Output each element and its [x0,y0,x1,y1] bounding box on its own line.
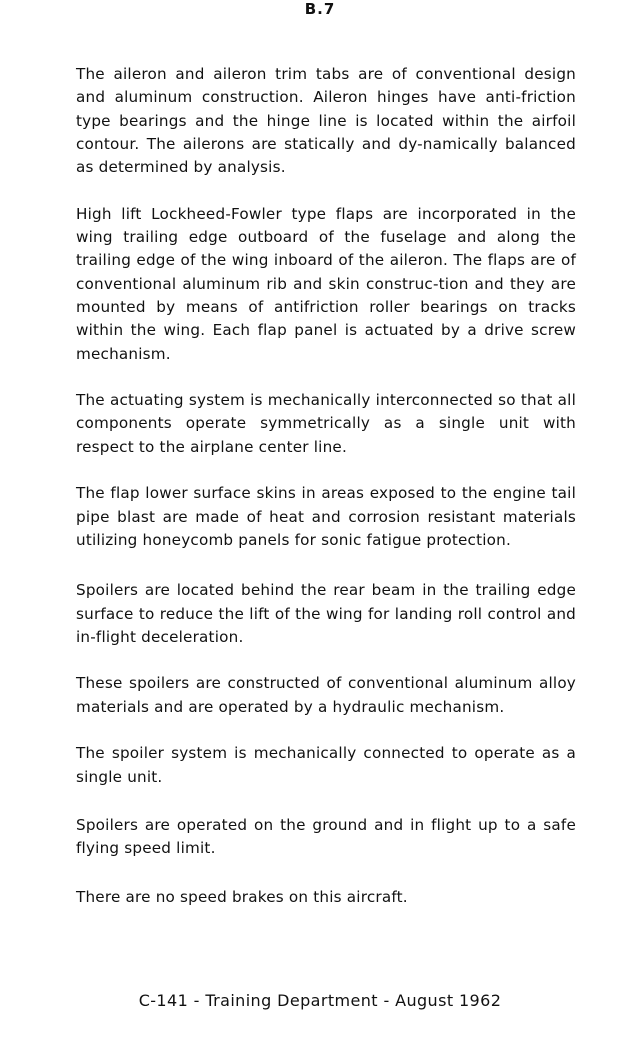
page-footer: C-141 - Training Department - August 1962 [138,991,502,1010]
paragraph-spoilers-location: Spoilers are located behind the rear beam in the trailing edge surface to reduce the lift of the wing for landing roll control and in-flight deceleration. [76,581,576,646]
paragraph-spoiler-operation: Spoilers are operated on the ground and in flight up to a safe flying speed limit. [76,815,576,858]
paragraph-actuating-system: The actuating system is mechanically interconnected so that all components operate symmetrically as a single unit with respect to the airplane center line. [76,391,576,456]
paragraph-flap-skins: The flap lower surface skins in areas exposed to the engine tail pipe blast are made of heat and corrosion resistant materials utilizing honeycomb panels for sonic fatigue protection. [76,484,576,549]
paragraph-spoiler-system: The spoiler system is mechanically connected to operate as a single unit. [76,744,576,786]
paragraph-speed-brakes: There are no speed brakes on this aircraft. [76,887,408,906]
page-number: B.7 [304,0,336,18]
document-body [76,63,576,934]
paragraph-spoilers-construction: These spoilers are constructed of conventional aluminum alloy materials and are operated by a hydraulic mechanism. [76,674,576,716]
paragraph-ailerons: The aileron and aileron trim tabs are of conventional design and aluminum construction. Aileron hinges have anti-friction type bearings and the hinge line is located within the airfoil contour. The ailerons are statically and dy-namically balanced as determined by analysis. [76,65,576,177]
paragraph-flaps: High lift Lockheed-Fowler type flaps are incorporated in the wing trailing edge outboard of the fuselage and along the trailing edge of the wing inboard of the aileron. The flaps are of conventional aluminum rib and skin construc-tion and they are mounted by means of antifriction roller bearings on tracks within the wing. Each flap panel is actuated by a drive screw mechanism. [76,204,576,363]
